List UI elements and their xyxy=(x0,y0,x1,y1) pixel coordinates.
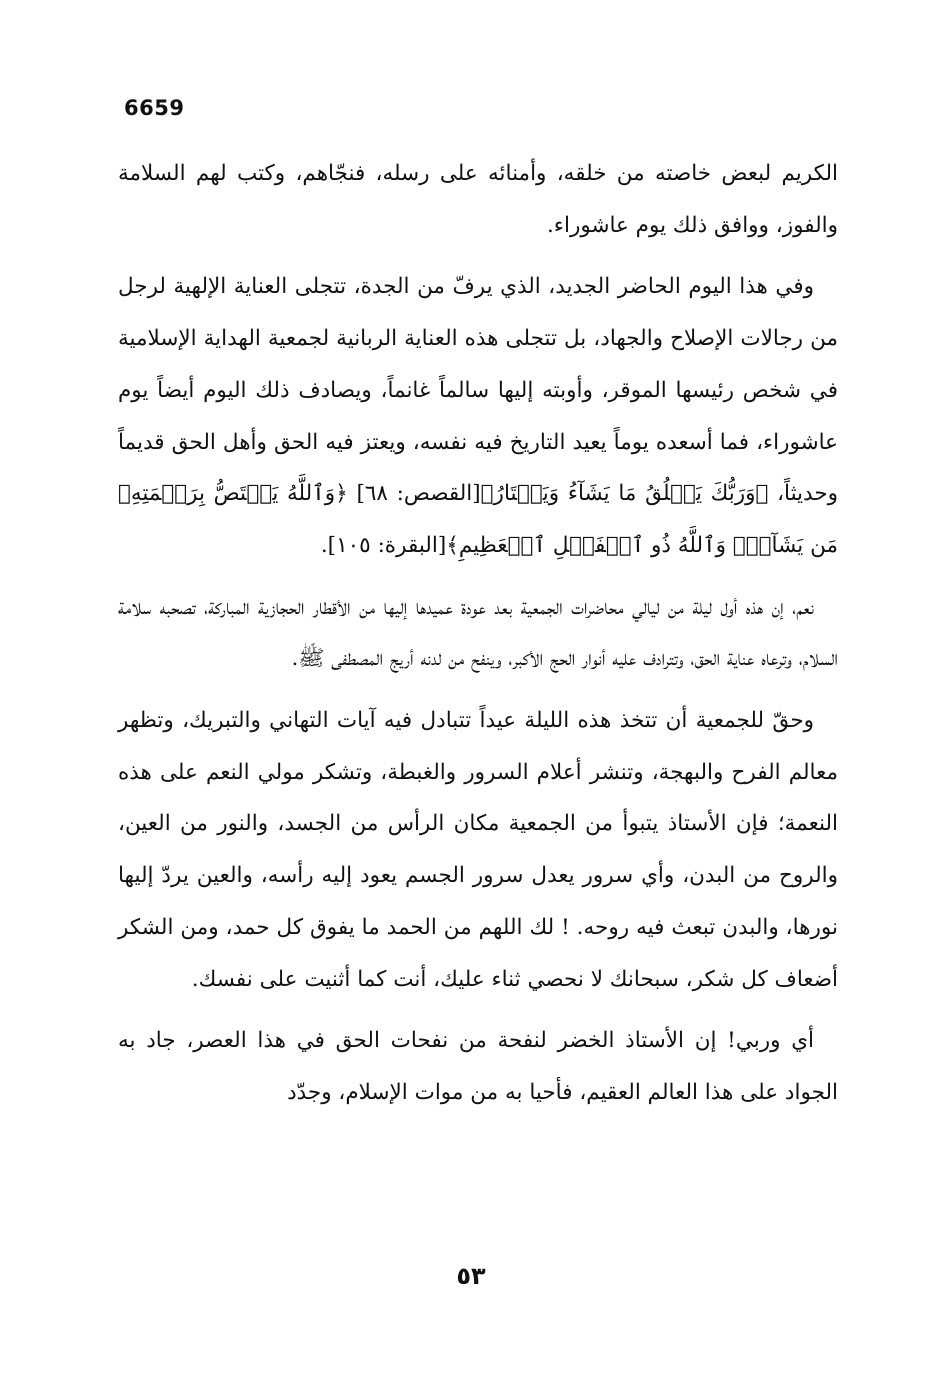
paragraph: نعم، إن هذه أول ليلة من ليالي محاضرات الجمعية بعد عودة عميدها إليها من الأقطار الحجازية المباركة، تصحبه سلامة السلام، وترعاه عناية الحق، وتترادف عليه أنوار الحج الأكبر، وينفح من لدنه أريج المصطفى ﷺ. xyxy=(118,594,838,672)
paragraph: أي وربي! إن الأستاذ الخضر لنفحة من نفحات الحق في هذا العصر، جاد به الجواد على هذا العالم العقيم، فأحيا به من موات الإسلام، وجدّد xyxy=(118,1028,838,1105)
paragraph: وفي هذا اليوم الحاضر الجديد، الذي يرفّ من الجدة، تتجلى العناية الإلهية لرجل من رجالات الإصلاح والجهاد، بل تتجلى هذه العناية الربانية لجمعية الهداية الإسلامية في شخص رئيسها الموقر، وأوبته إليها سالماً غانماً، ويصادف ذلك اليوم أيضاً يوم عاشوراء، فما أسعده يوماً يعيد التاريخ فيه نفسه، ويعتز فيه الحق وأهل الحق قديماً وحديثاً، ﴿وَرَبُّكَ يَخۡلُقُ مَا يَشَآءُ وَيَخۡتَارُ﴾[القصص: ٦٨] ﴿وَٱللَّهُ يَخۡتَصُّ بِرَحۡمَتِهِۦ مَن يَشَآءُۚ وَٱللَّهُ ذُو ٱلۡفَضۡلِ ٱلۡعَظِيمِ﴾[البقرة: ١٠٥]. xyxy=(118,274,839,558)
paragraph: وحقّ للجمعية أن تتخذ هذه الليلة عيداً تتبادل فيه آيات التهاني والتبريك، وتظهر معالم الفرح والبهجة، وتنشر أعلام السرور والغبطة، وتشكر مولي النعم على هذه النعمة؛ فإن الأستاذ يتبوأ من الجمعية مكان الرأس من الجسد، والنور من العين، والروح من البدن، وأي سرور يعدل سرور الجسم يعود إليه رأسه، والعين يردّ إليها نورها، والبدن تبعث فيه روحه. ! لك اللهم من الحمد ما يفوق كل حمد، ومن الشكر أضعاف كل شكر، سبحانك لا نحصي ثناء عليك، أنت كما أثنيت على نفسك. xyxy=(118,708,838,992)
body-text xyxy=(118,148,838,1129)
page-number: ٥٣ xyxy=(456,1262,486,1290)
paragraph-continuation: الكريم لبعض خاصته من خلقه، وأمنائه على رسله، فنجّاهم، وكتب لهم السلامة والفوز، ووافق ذلك يوم عاشوراء. xyxy=(118,161,838,238)
page-id: 6659 xyxy=(124,96,185,120)
